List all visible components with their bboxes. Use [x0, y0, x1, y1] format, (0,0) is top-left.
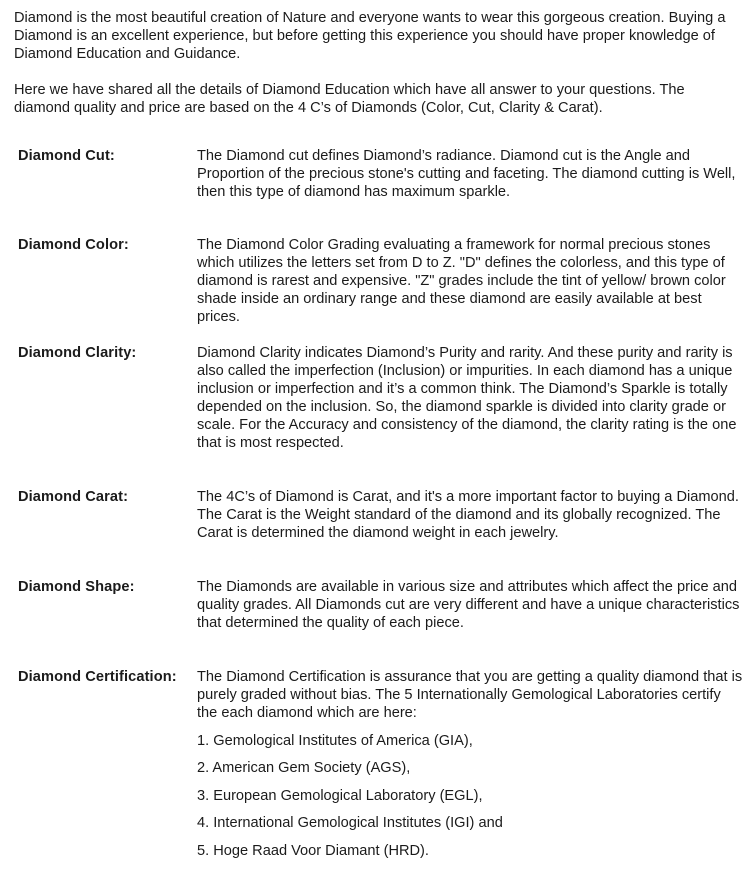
section-description — [197, 236, 745, 326]
section-text: Diamond Clarity indicates Diamond’s Purity and rarity. And these purity and rarity is also called the imperfection (Inclusion) or impurities. In each diamond has a unique inclusion or imperfection and it’s a common think. The Diamond’s Sparkle is totally depended on the inclusion. So, the diamond sparkle is divided into clarity grade or scale. For the Accuracy and consistency of the diamond, the clarity rating is the one that is most respected. — [197, 345, 737, 451]
section-label: Diamond Cut: — [18, 148, 115, 164]
section-text: The Diamond Certification is assurance that you are getting a quality diamond that is purely graded without bias. The 5 Internationally Gemological Laboratories certify the each diamond which are here: — [197, 669, 743, 721]
section-description — [197, 488, 745, 542]
section-label: Diamond Carat: — [18, 489, 129, 505]
section-text: The Diamond Color Grading evaluating a framework for normal precious stones which utilizes the letters set from D to Z. "D" defines the colorless, and this type of diamond is rarest and expensive. "Z" grades include the tint of yellow/ brown color shade inside an ordinary range and these diamond are easily available at best prices. — [197, 237, 726, 325]
section-label: Diamond Certification: — [18, 669, 177, 685]
intro-paragraph: Here we have shared all the details of Diamond Education which have all answer to your questions. The diamond quality and price are based on the 4 C’s of Diamonds (Color, Cut, Clarity & Carat). — [14, 82, 685, 116]
certification-lab-list — [197, 732, 745, 860]
list-item: 5. Hoge Raad Voor Diamant (HRD). — [197, 842, 429, 859]
section-label: Diamond Color: — [18, 237, 129, 253]
intro-paragraph: Diamond is the most beautiful creation of Nature and everyone wants to wear this gorgeous creation. Buying a Diamond is an excellent experience, but before getting this experience you should have proper knowledge of Diamond Education and Guidance. — [14, 10, 726, 62]
list-item: 4. International Gemological Institutes (IGI) and — [197, 815, 503, 832]
section-label: Diamond Clarity: — [18, 345, 137, 361]
list-item: 1. Gemological Institutes of America (GIA), — [197, 732, 473, 749]
section-label: Diamond Shape: — [18, 579, 135, 595]
section-description — [197, 344, 745, 452]
list-item: 3. European Gemological Laboratory (EGL), — [197, 787, 483, 804]
list-item: 2. American Gem Society (AGS), — [197, 760, 411, 777]
section-text: The 4C’s of Diamond is Carat, and it's a more important factor to buying a Diamond. The Carat is the Weight standard of the diamond and its globally recognized. The Carat is determined the diamond weight in each jewelry. — [197, 489, 739, 541]
section-text: The Diamonds are available in various size and attributes which affect the price and quality grades. All Diamonds cut are very different and have a unique characteristics that determined the quality of each piece. — [197, 579, 740, 631]
section-description — [197, 668, 745, 860]
section-text: The Diamond cut defines Diamond’s radiance. Diamond cut is the Angle and Proportion of the precious stone's cutting and faceting. The diamond cutting is Well, then this type of diamond has maximum sparkle. — [197, 148, 736, 200]
section-description — [197, 147, 745, 201]
section-description — [197, 578, 745, 632]
